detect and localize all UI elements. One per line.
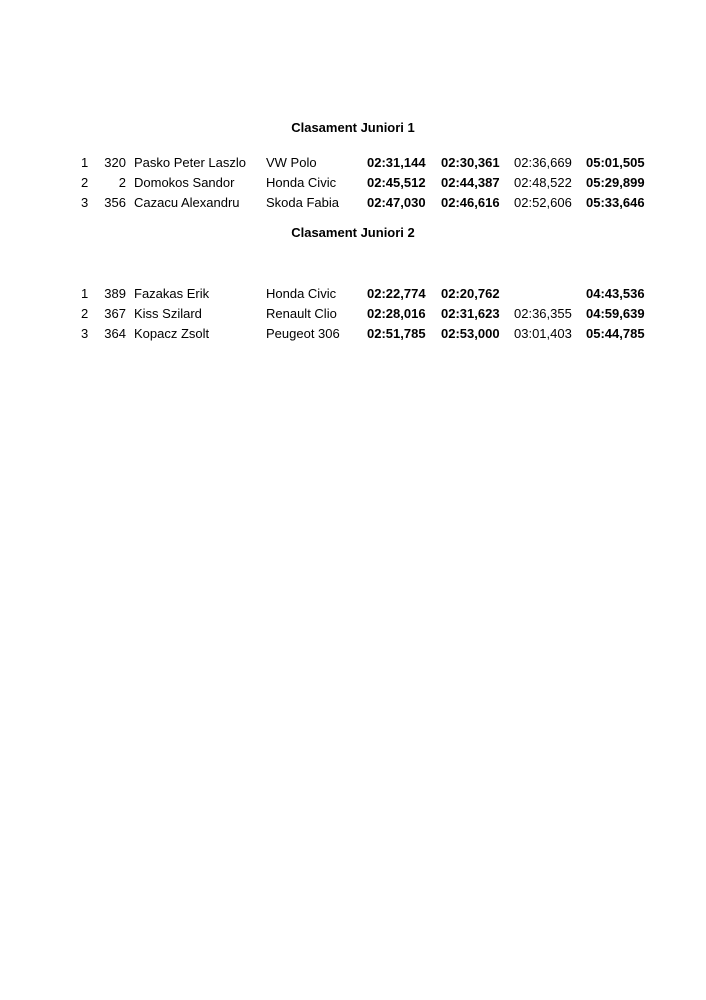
run-time-3: 02:48,522 — [514, 175, 572, 190]
run-time-1: 02:22,774 — [367, 286, 426, 301]
total-time: 05:29,899 — [586, 175, 645, 190]
driver-name: Pasko Peter Laszlo — [134, 155, 247, 170]
run-time-1: 02:47,030 — [367, 195, 426, 210]
total-time: 04:59,639 — [586, 306, 645, 321]
start-number: 364 — [104, 326, 126, 341]
table-row — [0, 153, 706, 173]
start-number: 356 — [104, 195, 126, 210]
start-number: 320 — [104, 155, 126, 170]
table-row — [0, 284, 706, 304]
table-row — [0, 304, 706, 324]
results-table-juniori-2 — [0, 284, 706, 344]
total-time: 05:44,785 — [586, 326, 645, 341]
total-time: 04:43,536 — [586, 286, 645, 301]
run-time-2: 02:20,762 — [441, 286, 500, 301]
table-row — [0, 173, 706, 193]
total-time: 05:33,646 — [586, 195, 645, 210]
driver-name: Domokos Sandor — [134, 175, 235, 190]
car-model: Renault Clio — [266, 306, 337, 321]
run-time-3: 02:52,606 — [514, 195, 572, 210]
position: 1 — [81, 286, 89, 301]
car-model: Skoda Fabia — [266, 195, 339, 210]
car-model: Honda Civic — [266, 286, 337, 301]
position: 3 — [81, 195, 89, 210]
run-time-3: 03:01,403 — [514, 326, 572, 341]
run-time-3: 02:36,355 — [514, 306, 572, 321]
section-title-juniori-1: Clasament Juniori 1 — [291, 120, 415, 135]
position: 2 — [81, 306, 89, 321]
car-model: Peugeot 306 — [266, 326, 340, 341]
run-time-1: 02:45,512 — [367, 175, 426, 190]
position: 1 — [81, 155, 89, 170]
car-model: VW Polo — [266, 155, 317, 170]
run-time-1: 02:28,016 — [367, 306, 426, 321]
driver-name: Kopacz Zsolt — [134, 326, 210, 341]
position: 2 — [81, 175, 89, 190]
run-time-2: 02:53,000 — [441, 326, 500, 341]
start-number: 2 — [118, 175, 126, 190]
run-time-1: 02:51,785 — [367, 326, 426, 341]
section-title-juniori-2: Clasament Juniori 2 — [291, 225, 415, 240]
run-time-2: 02:30,361 — [441, 155, 500, 170]
run-time-1: 02:31,144 — [367, 155, 426, 170]
car-model: Honda Civic — [266, 175, 337, 190]
table-row — [0, 193, 706, 213]
position: 3 — [81, 326, 89, 341]
run-time-2: 02:46,616 — [441, 195, 500, 210]
start-number: 389 — [104, 286, 126, 301]
driver-name: Fazakas Erik — [134, 286, 210, 301]
driver-name: Kiss Szilard — [134, 306, 202, 321]
run-time-2: 02:44,387 — [441, 175, 500, 190]
driver-name: Cazacu Alexandru — [134, 195, 240, 210]
start-number: 367 — [104, 306, 126, 321]
table-row — [0, 324, 706, 344]
run-time-2: 02:31,623 — [441, 306, 500, 321]
run-time-3: 02:36,669 — [514, 155, 572, 170]
total-time: 05:01,505 — [586, 155, 645, 170]
results-table-juniori-1 — [0, 153, 706, 213]
